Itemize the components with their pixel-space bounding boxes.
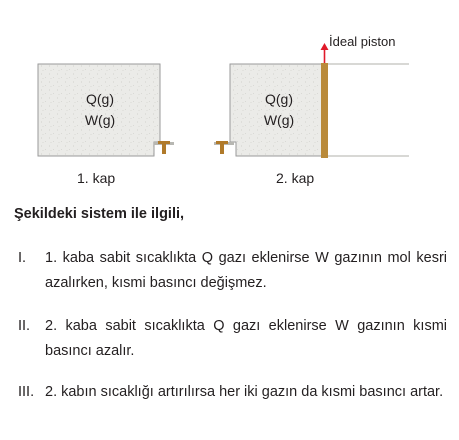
valve-1-icon	[158, 141, 170, 154]
container-2	[214, 43, 409, 158]
container-2-body	[230, 64, 324, 156]
container-2-caption: 2. kap	[276, 170, 315, 186]
statement-3-number: III.	[18, 384, 35, 400]
piston-label: İdeal piston	[329, 34, 396, 49]
statement-3	[18, 380, 448, 430]
container-1-body	[38, 64, 160, 156]
ideal-piston	[321, 63, 328, 158]
piston-arrow-icon	[321, 43, 329, 63]
container-2-gas-w: W(g)	[263, 112, 295, 128]
statement-1	[18, 246, 448, 296]
statement-1-text: 1. kaba sabit sıcaklıkta Q gazı eklenirse W gazının mol kesri azalırken, kısmi basıncı değişmez.	[45, 250, 447, 291]
container-1-caption: 1. kap	[77, 170, 116, 186]
container-1-gas-q: Q(g)	[86, 91, 114, 107]
statement-2-number: II.	[18, 318, 31, 334]
figure	[0, 0, 459, 190]
figure-drawing	[0, 0, 459, 190]
container-2-gas-q: Q(g)	[265, 91, 293, 107]
container-1-gas-w: W(g)	[84, 112, 116, 128]
question-heading: Şekildeki sistem ile ilgili,	[14, 206, 185, 222]
valve-2-icon	[216, 141, 228, 154]
container-1	[38, 64, 174, 156]
statement-2-text: 2. kaba sabit sıcaklıkta Q gazı eklenirse W gazının kısmi basıncı azalır.	[45, 318, 447, 359]
statement-3-text: 2. kabın sıcaklığı artırılırsa her iki gazın da kısmi basıncı artar.	[45, 384, 444, 400]
statement-1-number: I.	[18, 250, 27, 266]
statement-2	[18, 314, 448, 364]
